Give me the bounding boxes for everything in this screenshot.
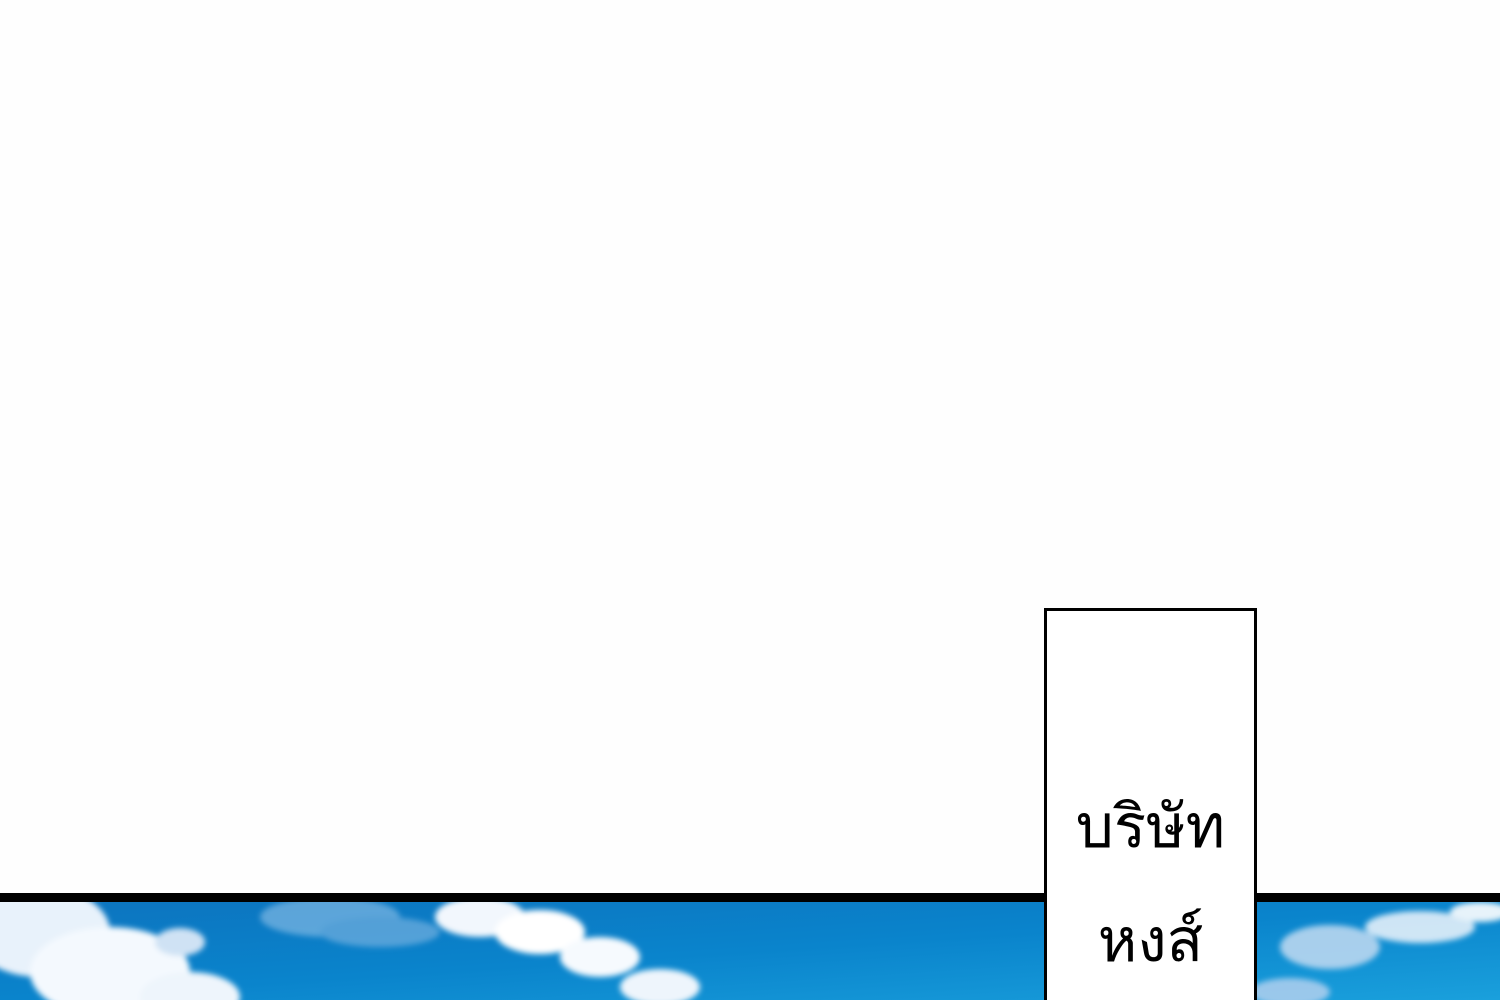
panel-border	[0, 893, 1500, 902]
caption-box	[1044, 608, 1257, 1000]
sky-panel	[0, 902, 1500, 1000]
sky-illustration	[0, 902, 1500, 1000]
caption-line-2: หงส์	[1097, 906, 1204, 976]
caption-line-1: บริษัท	[1075, 792, 1226, 862]
